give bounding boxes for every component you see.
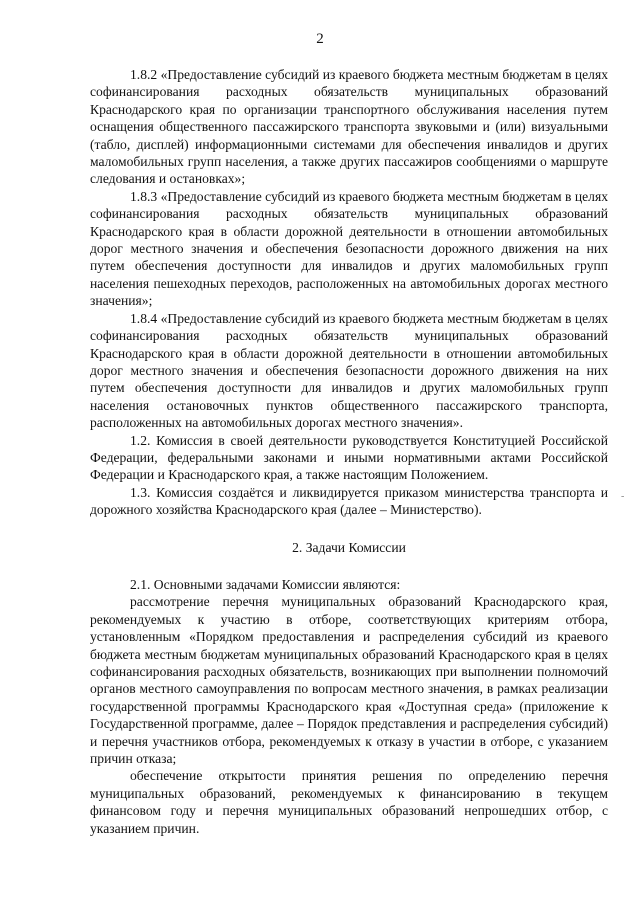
paragraph-1-8-4: 1.8.4 «Предоставление субсидий из краевого бюджета местным бюджетам в целях софинансирования расходных обязательств муниципальных образований Краснодарского края в области дорожной деятельности в отношении автомобильных дорог местного значения и обеспечения безопасности дорожного движения на них путем обеспечения доступности для инвалидов и других маломобильных групп населения остановочных пунктов общественного пассажирского транспорта, расположенных на автомобильных дорогах местного значения».	[90, 310, 608, 431]
paragraph-1-3: 1.3. Комиссия создаётся и ликвидируется приказом министерства транспорта и дорожного хозяйства Краснодарского края (далее – Министерство).	[90, 484, 608, 518]
document-body	[90, 66, 608, 837]
section-heading-tasks: 2. Задачи Комиссии	[292, 539, 406, 555]
paragraph-2-1: 2.1. Основными задачами Комиссии являются:	[130, 576, 401, 592]
task-item-review-list: рассмотрение перечня муниципальных образований Краснодарского края, рекомендуемых к участию в отборе, соответствующих критериям отбора, установленным «Порядком предоставления и распределения субсидий из краевого бюджета местным бюджетам муниципальных образований Краснодарского края в целях софинансирования расходных обязательств, возникающих при выполнении полномочий органов местного самоуправления по вопросам местного значения, в рамках реализации государственной программы Краснодарского края «Доступная среда» (приложение к Государственной программе, далее – Порядок представления и распределения субсидий) и перечня участников отбора, рекомендуемых к отказу в участии в отборе, с указанием причин отказа;	[90, 594, 608, 767]
margin-mark: -	[621, 491, 625, 502]
paragraph-1-8-3: 1.8.3 «Предоставление субсидий из краевого бюджета местным бюджетам в целях софинансирования расходных обязательств муниципальных образований Краснодарского края в области дорожной деятельности в отношении автомобильных дорог местного значения и обеспечения безопасности дорожного движения на них путем обеспечения доступности для инвалидов и других маломобильных групп населения пешеходных переходов, расположенных на автомобильных дорогах местного значения»;	[90, 188, 608, 309]
page-number: 2	[316, 31, 324, 47]
paragraph-1-8-2: 1.8.2 «Предоставление субсидий из краевого бюджета местным бюджетам в целях софинансирования расходных обязательств муниципальных образований Краснодарского края по организации транспортного обслуживания населения путем оснащения общественного пассажирского транспорта звуковыми и (или) визуальными (табло, дисплей) информационными системами для обеспечения инвалидов и других маломобильных групп населения, а также других пассажиров сообщениями о маршруте следования и остановках»;	[90, 67, 608, 187]
paragraph-1-2: 1.2. Комиссия в своей деятельности руководствуется Конституцией Российской Федерации, федеральными законами и иными нормативными актами Российской Федерации и Краснодарского края, а также настоящим Положением.	[90, 432, 608, 483]
task-item-transparency: обеспечение открытости принятия решения по определению перечня муниципальных образований, рекомендуемых к финансированию в текущем финансовом году и перечня муниципальных образований непрошедших отбор, с указанием причин.	[90, 768, 608, 836]
